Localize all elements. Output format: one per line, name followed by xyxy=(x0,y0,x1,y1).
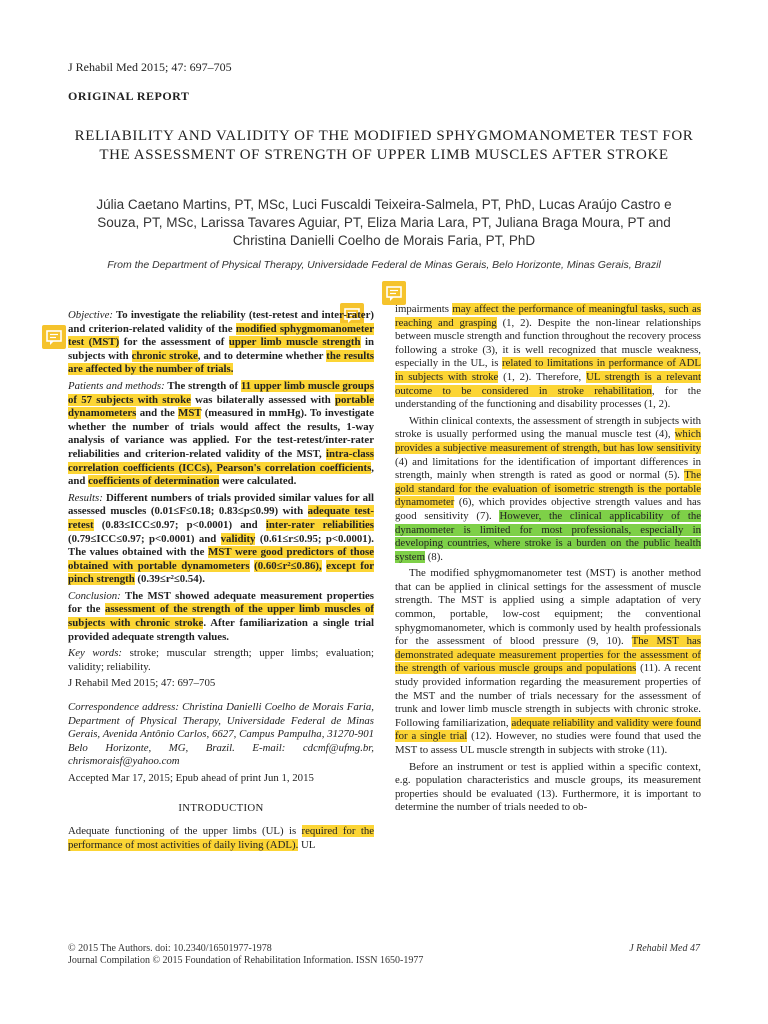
highlight[interactable]: the results are affected by the number of trials. xyxy=(68,349,374,376)
abstract-objective xyxy=(68,309,374,377)
highlight[interactable]: upper limb muscle strength xyxy=(228,336,361,349)
article-title: RELIABILITY AND VALIDITY OF THE MODIFIED SPHYGMOMANOMETER TEST FOR THE ASSESSMENT OF STRENGTH OF UPPER LIMB MUSCLES AFTER STROKE xyxy=(74,128,694,163)
highlight[interactable]: related to limitations in performance of ADL in subjects with stroke xyxy=(395,357,701,383)
highlight[interactable]: 11 upper limb muscle groups of 57 subjects with stroke xyxy=(68,379,374,406)
abstract-conclusion xyxy=(68,590,374,644)
footer-journal-page: J Rehabil Med 47 xyxy=(629,943,700,954)
text: , and xyxy=(68,461,374,488)
correspondence-label: Correspondence address: xyxy=(68,701,179,714)
text: (1, 2). Despite the non-linear relationships between muscle strength and function throughout the recovery process following a stroke (3), it is well recognized that muscle weakness, especially in the UL, is xyxy=(395,316,702,370)
highlight[interactable]: (0.60≤r²≤0.86), xyxy=(254,559,322,572)
highlight[interactable]: UL strength is a relevant outcome to be considered in stroke rehabilitation xyxy=(395,370,701,397)
text: impairments xyxy=(395,303,449,315)
highlight[interactable]: chronic stroke xyxy=(131,349,198,362)
affiliation: From the Department of Physical Therapy, Universidade Federal de Minas Gerais, Belo Horizonte, Minas Gerais, Brazil xyxy=(107,259,661,271)
section-label: ORIGINAL REPORT xyxy=(68,89,190,103)
highlight[interactable]: modified sphygmomanometer test (MST) xyxy=(68,322,375,349)
text: (0.61≤r≤0.95; p<0.0001). The values obtained with the xyxy=(68,532,374,559)
keywords-text: stroke; muscular strength; upper limbs; evaluation; validity; reliability. xyxy=(68,647,374,673)
highlight[interactable]: assessment of the strength of the upper limb muscles of subjects with chronic stroke xyxy=(68,603,374,630)
accepted-date: Accepted Mar 17, 2015; Epub ahead of print Jun 1, 2015 xyxy=(68,772,314,784)
abstract-methods xyxy=(68,380,374,489)
highlight-green[interactable]: However, the clinical applicability of the dynamometer is limited for most professionals, especially in developing countries, where stroke is a burden on the public health system xyxy=(395,509,702,563)
text: The MST showed adequate measurement properties for the xyxy=(68,589,374,616)
highlight[interactable]: portable dynamometers xyxy=(68,393,374,420)
abstract xyxy=(68,309,374,644)
conclusion-label: Conclusion: xyxy=(68,589,121,602)
text: (8). xyxy=(427,550,443,563)
left-column xyxy=(68,309,374,855)
highlight[interactable]: adequate test-retest xyxy=(68,505,374,531)
text: The modified sphygmomanometer test (MST) is another method that can be applied in clinical settings for the assessment of muscle strength. The MST is applied using a simple adaptation of very common, portable, low-cost equipment; the conventional sphygmomanometer, which is commonly used by health professionals for the assessment of blood pressure (9, 10). xyxy=(395,567,701,648)
text: (6), which provides objective strength values and has good sensitivity (7). xyxy=(395,496,701,522)
text: Different numbers of trials provided similar values for all assessed muscles (0.01≤F≤0.18; 0.83≤p≤0.99) with xyxy=(68,491,374,518)
text: (0.83≤ICC≤0.97; p<0.0001) and xyxy=(101,518,258,531)
text: for the assessment of xyxy=(123,336,225,349)
text: The strength of xyxy=(167,379,239,392)
highlight[interactable]: coefficients of determination xyxy=(88,475,220,488)
results-label: Results: xyxy=(68,491,103,504)
highlight[interactable]: adequate reliability and validity were found for a single trial xyxy=(395,716,702,743)
text: Within clinical contexts, the assessment of strength in subjects with stroke is usually performed using the manual muscle test (4), xyxy=(395,414,701,441)
body-paragraph xyxy=(395,415,701,565)
text: UL xyxy=(300,838,316,851)
text: (11). A recent study provided information regarding the measurement properties of the MST and the number of trials necessary for the assessment of trunk and lower limb muscle strength in subjects with chronic stroke. Following familiarization, xyxy=(395,662,702,729)
highlight[interactable]: inter-rater reliabilities xyxy=(265,518,374,531)
highlight[interactable]: which provides a subjective measurement of strength, but has low sensitivity xyxy=(395,428,702,454)
text: To investigate the reliability (test-retest and inter-rater) and criterion-related validity of the xyxy=(68,309,374,335)
introduction-heading: INTRODUCTION xyxy=(178,801,264,814)
keywords xyxy=(68,647,374,674)
correspondence xyxy=(68,701,374,769)
text: were calculated. xyxy=(222,475,297,488)
right-column xyxy=(395,303,701,818)
text: (0.79≤ICC≤0.97; p<0.0001) and xyxy=(68,532,217,545)
body-paragraph xyxy=(395,303,701,412)
abstract-journal-ref: J Rehabil Med 2015; 47: 697–705 xyxy=(68,677,216,690)
body-paragraph: Before an instrument or test is applied within a specific context, e.g. population characteristics and muscle groups, its measurement properties should be evaluated (13). Furthermore, it is important to determine the number of trials needed to ob- xyxy=(395,760,701,814)
keywords-label: Key words: xyxy=(68,647,122,660)
highlight[interactable]: MST were good predictors of those obtained with portable dynamometers xyxy=(68,546,374,572)
text: (measured in mmHg). To investigate whether the number of trials would affect the results, 1-way analysis of variance was applied. For the test-retest/inter-rater reliabilities and criterion-related validity of the MST, xyxy=(68,407,375,460)
text: and the xyxy=(139,407,175,420)
body-paragraph xyxy=(395,567,701,757)
highlight[interactable]: The MST has demonstrated adequate measurement properties for the assessment of the strength of various muscle groups and populations xyxy=(395,635,701,675)
text: (1, 2). Therefore, xyxy=(503,370,582,383)
text: (4) and limitations for the identification of important differences in strength, mainly when strength is rated as good or normal (5). xyxy=(395,455,701,482)
objective-label: Objective: xyxy=(68,309,113,321)
highlight[interactable]: except for pinch strength xyxy=(68,559,375,586)
abstract-results xyxy=(68,492,374,587)
text: (12). However, no studies were found that used the MST to assess UL muscle strength in subjects with stroke (11). xyxy=(395,730,702,756)
text: , for the understanding of the functioning and disability processes (1, 2). xyxy=(395,384,701,411)
highlight[interactable]: MST xyxy=(178,407,202,420)
text: Adequate functioning of the upper limbs (UL) is xyxy=(68,825,297,838)
text: was bilaterally assessed with xyxy=(195,393,331,406)
highlight[interactable]: required for the performance of most activities of daily living (ADL). xyxy=(68,825,375,851)
highlight[interactable]: The gold standard for the evaluation of isometric strength is the portable dynamometer xyxy=(395,469,701,509)
comment-note-icon[interactable] xyxy=(382,281,406,305)
comment-note-icon[interactable] xyxy=(42,325,66,349)
highlight[interactable]: validity xyxy=(220,532,256,545)
correspondence-text: Christina Danielli Coelho de Morais Faria, Department of Physical Therapy, Universidade Federal de Minas Gerais, Avenida Antônio Carlos, 6627, Campus Pampulha, 31270-901 Belo Horizonte, MG, Brazil. E-mail: cdcmf@ufmg.br, chrismoraisf@yahoo.com xyxy=(68,701,375,768)
journal-reference: J Rehabil Med 2015; 47: 697–705 xyxy=(68,60,232,74)
text: , and to determine whether xyxy=(197,349,324,362)
methods-label: Patients and methods: xyxy=(68,379,165,392)
intro-paragraph xyxy=(68,825,374,852)
text: (0.39≤r²≤0.54). xyxy=(137,573,205,586)
highlight[interactable]: intra-class correlation coefficients (ICCs), Pearson's correlation coefficients xyxy=(68,447,374,474)
authors: Júlia Caetano Martins, PT, MSc, Luci Fuscaldi Teixeira-Salmela, PT, PhD, Lucas Araújo Castro e Souza, PT, MSc, Larissa Tavares Aguiar, PT, Eliza Maria Lara, PT, Juliana Braga Moura, PT and Christina Danielli Coelho de Morais Faria, PT, PhD xyxy=(96,197,672,248)
footer-copyright: © 2015 The Authors. doi: 10.2340/16501977-1978 xyxy=(68,943,272,954)
text: . After familiarization a single trial provided adequate strength values. xyxy=(68,617,374,643)
text: in subjects with xyxy=(68,336,375,362)
highlight[interactable]: may affect the performance of meaningful tasks, such as reaching and grasping xyxy=(395,303,701,329)
footer-compilation: Journal Compilation © 2015 Foundation of Rehabilitation Information. ISSN 1650-1977 xyxy=(68,955,424,966)
